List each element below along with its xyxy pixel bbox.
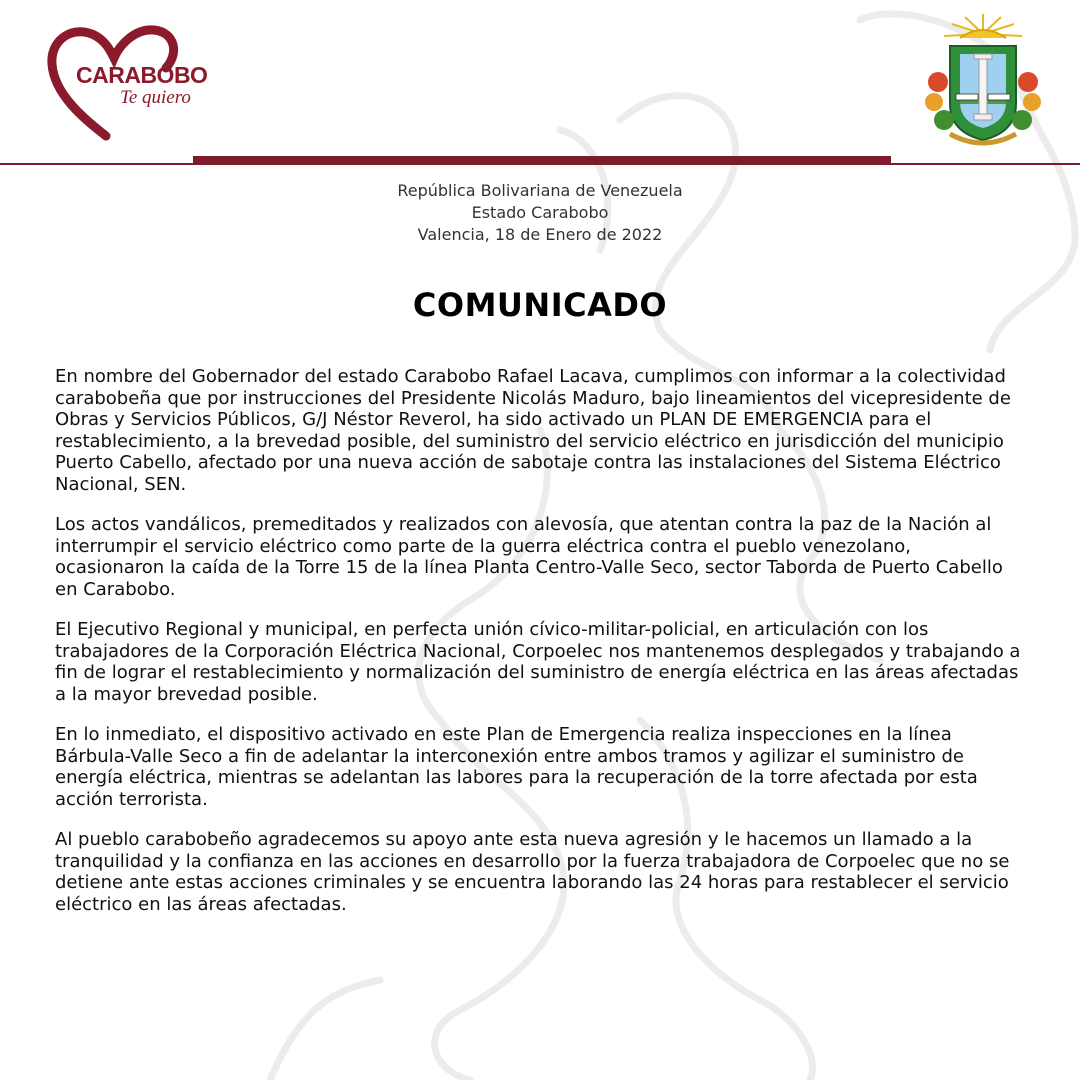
paragraph: En nombre del Gobernador del estado Carabobo Rafael Lacava, cumplimos con informar a la colectividad carabobeña que por instrucciones del Presidente Nicolás Maduro, bajo lineamientos del vicepresidente de Obras y Servicios Públicos, G/J Néstor Reverol, ha sido activado un PLAN DE EMERGENCIA para el restablecimiento, a la brevedad posible, del suministro del servicio eléctrico en jurisdicción del municipio Puerto Cabello, afectado por una nueva acción de sabotaje contra las instalaciones del Sistema Eléctrico Nacional, SEN.: [55, 366, 1011, 495]
paragraph: Los actos vandálicos, premeditados y realizados con alevosía, que atentan contra la paz de la Nación al interrumpir el servicio eléctrico como parte de la guerra eléctrica contra el pueblo venezolano, ocasionaron la caída de la Torre 15 de la línea Planta Centro-Valle Seco, sector Taborda de Puerto Cabello en Carabobo.: [55, 514, 1003, 600]
communique-body: [55, 366, 1025, 934]
state-line: Estado Carabobo: [471, 203, 609, 222]
header: [0, 0, 1080, 170]
date-line: Valencia, 18 de Enero de 2022: [417, 225, 663, 244]
paragraph: En lo inmediato, el dispositivo activado en este Plan de Emergencia realiza inspecciones en la línea Bárbula-Valle Seco a fin de adelantar la interconexión entre ambos tramos y agilizar el suministro de energía eléctrica, mientras se adelantan las labores para la recuperación de la torre afectada por esta acción terrorista.: [55, 724, 978, 810]
paragraph: Al pueblo carabobeño agradecemos su apoyo ante esta nueva agresión y le hacemos un llamado a la tranquilidad y la confianza en las acciones en desarrollo por la fuerza trabajadora de Corpoelec que no se detiene ante estas acciones criminales y se encuentra laborando las 24 horas para restablecer el servicio eléctrico en las áreas afectadas.: [55, 829, 1010, 915]
brand-name: CARABOBO: [76, 62, 208, 88]
coat-of-arms-icon: [920, 12, 1046, 152]
document-header: [0, 180, 1080, 246]
header-divider-thin: [0, 163, 1080, 165]
carabobo-logo: [44, 24, 208, 142]
page-title: COMUNICADO: [412, 286, 668, 324]
country-line: República Bolivariana de Venezuela: [397, 181, 683, 200]
paragraph: El Ejecutivo Regional y municipal, en perfecta unión cívico-militar-policial, en articulación con los trabajadores de la Corporación Eléctrica Nacional, Corpoelec nos mantenemos desplegados y trabajando a fin de lograr el restablecimiento y normalización del suministro de energía eléctrica en las áreas afectadas a la mayor brevedad posible.: [55, 619, 1021, 705]
brand-tagline: Te quiero: [120, 87, 191, 108]
